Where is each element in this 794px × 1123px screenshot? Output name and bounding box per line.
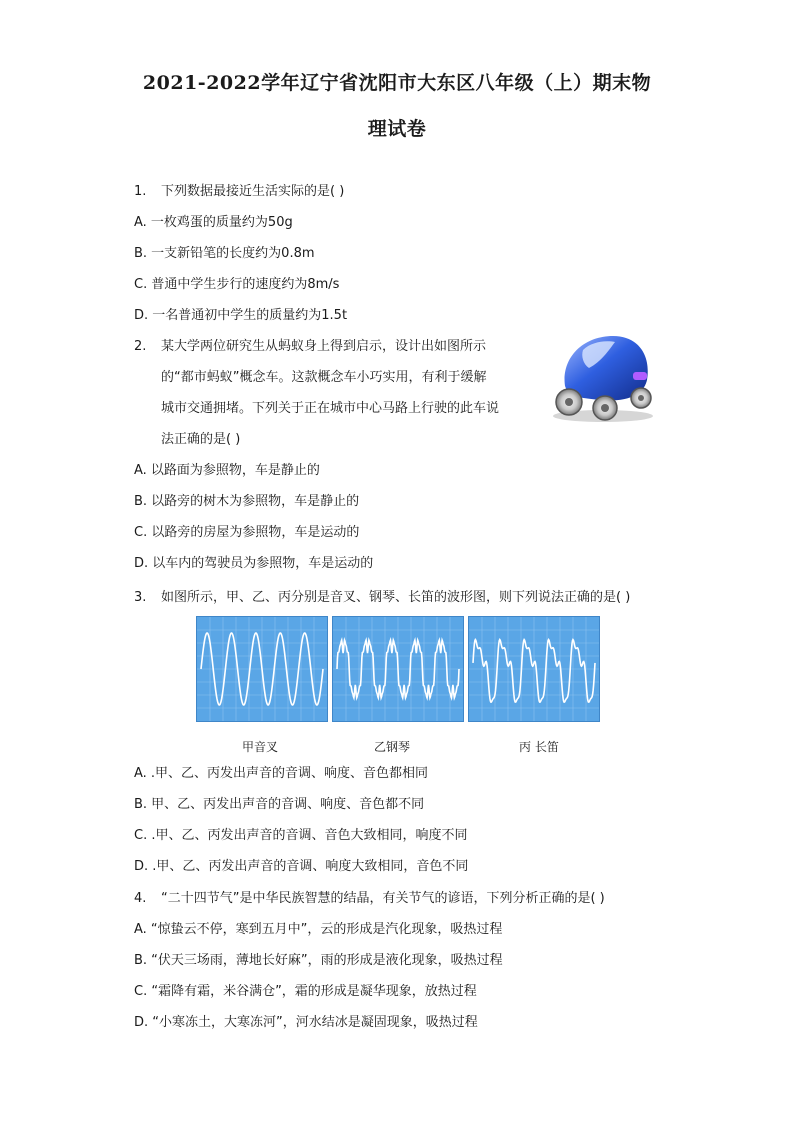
question-number: 2. <box>134 339 147 354</box>
question-stem: “二十四节气”是中华民族智慧的结晶，有关节气的谚语，下列分析正确的是( ) <box>161 891 605 906</box>
option-d: D. 一名普通初中学生的质量约为1.5t <box>134 308 348 323</box>
option-b: B. 以路旁的树木为参照物，车是静止的 <box>134 494 360 509</box>
question-stem: 下列数据最接近生活实际的是( ) <box>161 184 345 199</box>
wave-label-flute: 丙 长笛 <box>519 740 559 754</box>
question-stem-line-1: 某大学两位研究生从蚂蚁身上得到启示，设计出如图所示 <box>161 339 487 354</box>
concept-car-illustration <box>543 328 659 424</box>
exam-title-line-2: 理试卷 <box>367 118 427 140</box>
option-b: B. “伏天三场雨，薄地长好麻”，雨的形成是液化现象，吸热过程 <box>134 953 503 968</box>
option-b: B. 甲、乙、丙发出声音的音调、响度、音色都不同 <box>134 797 425 812</box>
wave-label-tuning-fork: 甲音叉 <box>242 740 279 754</box>
option-d: D. .甲、乙、丙发出声音的音调、响度大致相同，音色不同 <box>134 859 469 874</box>
flute-waveform <box>468 616 600 722</box>
option-a: A. 以路面为参照物，车是静止的 <box>134 463 320 478</box>
tuning-fork-waveform <box>196 616 328 722</box>
question-number: 3. <box>134 590 147 605</box>
waveform-chart <box>197 617 327 721</box>
option-a: A. “惊蛰云不停，寒到五月中”，云的形成是汽化现象，吸热过程 <box>134 922 503 937</box>
waveform-chart <box>333 617 463 721</box>
option-c: C. 普通中学生步行的速度约为8m/s <box>134 277 340 292</box>
option-a: A. 一枚鸡蛋的质量约为50g <box>134 215 293 230</box>
option-d: D. “小寒冻土，大寒冻河”，河水结冰是凝固现象，吸热过程 <box>134 1015 478 1030</box>
option-c: C. “霜降有霜，米谷满仓”，霜的形成是凝华现象，放热过程 <box>134 984 477 999</box>
option-c: C. .甲、乙、丙发出声音的音调、音色大致相同，响度不同 <box>134 828 468 843</box>
piano-waveform <box>332 616 464 722</box>
option-a: A. .甲、乙、丙发出声音的音调、响度、音色都相同 <box>134 766 429 781</box>
exam-title-line-1: 2021-2022学年辽宁省沈阳市大东区八年级（上）期末物 <box>142 72 652 94</box>
wave-label-piano: 乙钢琴 <box>374 740 411 754</box>
question-stem-line-2: 的“都市蚂蚁”概念车。这款概念车小巧实用，有利于缓解 <box>161 370 487 385</box>
option-d: D. 以车内的驾驶员为参照物，车是运动的 <box>134 556 374 571</box>
option-b: B. 一支新铅笔的长度约为0.8m <box>134 246 315 261</box>
question-stem: 如图所示，甲、乙、丙分别是音叉、钢琴、长笛的波形图，则下列说法正确的是( ) <box>161 590 631 605</box>
question-stem-line-3: 城市交通拥堵。下列关于正在城市中心马路上行驶的此车说 <box>161 401 500 416</box>
option-c: C. 以路旁的房屋为参照物，车是运动的 <box>134 525 360 540</box>
question-stem-line-4: 法正确的是( ) <box>161 432 241 447</box>
question-number: 4. <box>134 891 147 906</box>
waveform-chart <box>469 617 599 721</box>
question-number: 1. <box>134 184 147 199</box>
